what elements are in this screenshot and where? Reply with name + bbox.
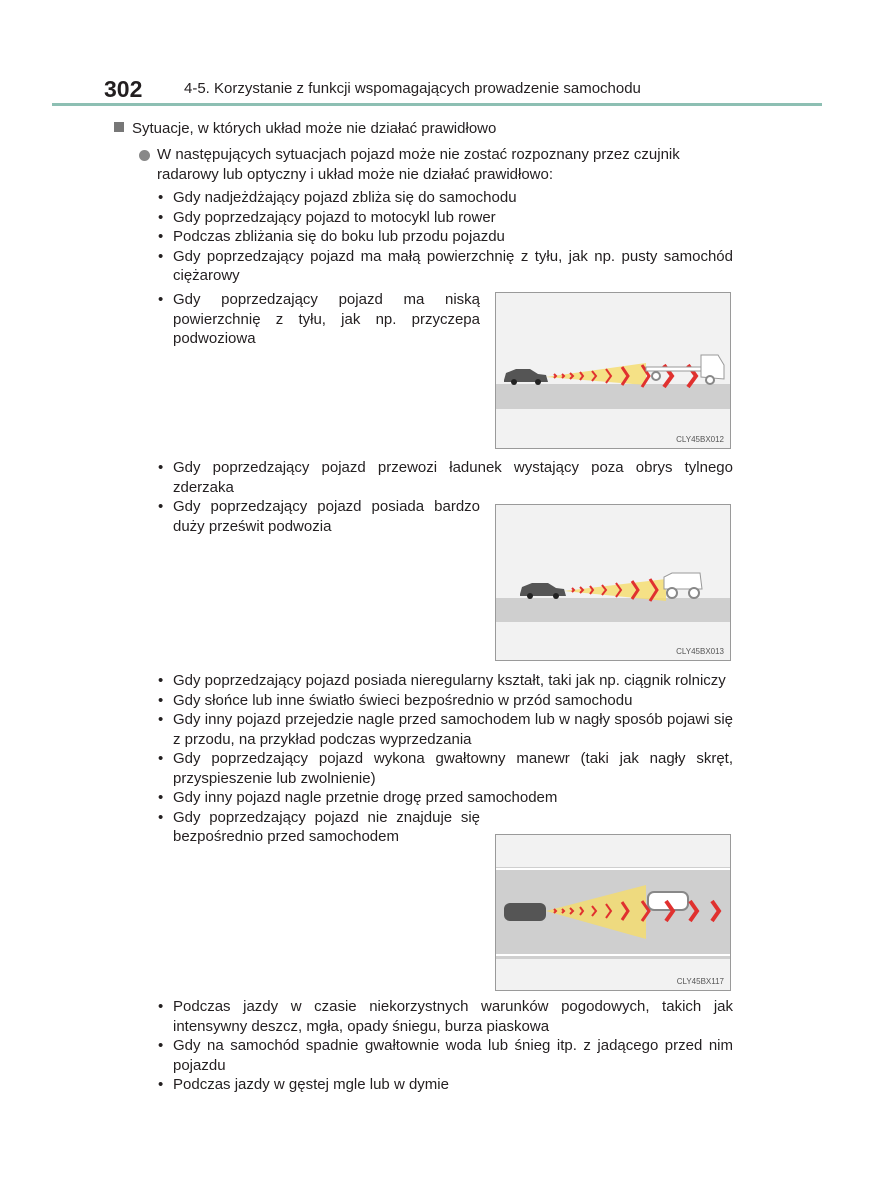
intro-text: W następujących sytuacjach pojazd może nie zostać rozpoznany przez czujnik radarowy lub optyczny i układ może nie działać prawidłowo:	[157, 146, 680, 183]
list-item: • Gdy poprzedzający pojazd wykona gwałtowny manewr (taki jak nagły skręt, przyspieszenie lub zwolnienie)	[158, 749, 733, 788]
list-item: • Podczas jazdy w czasie niekorzystnych warunków pogodowych, takich jak intensywny deszcz, mgła, opady śniegu, burza piaskowa	[158, 997, 733, 1036]
figure-code: CLY45BX013	[676, 647, 724, 656]
list-item: • Gdy nadjeżdżający pojazd zbliża się do samochodu	[158, 188, 733, 208]
intro-paragraph	[157, 145, 732, 184]
section-title: Sytuacje, w których układ może nie działać prawidłowo	[132, 120, 497, 137]
section-heading	[114, 120, 496, 137]
page-number: 302	[104, 76, 143, 102]
bullet-list-1	[158, 188, 733, 286]
page-header	[104, 76, 822, 106]
list-item: • Gdy poprzedzający pojazd przewozi ładunek wystający poza obrys tylnego zderzaka	[158, 458, 733, 497]
figure-code: CLY45BX012	[676, 435, 724, 444]
list-item: • Gdy poprzedzający pojazd posiada bardzo duży prześwit podwozia	[158, 497, 480, 536]
list-item: • Gdy na samochód spadnie gwałtownie woda lub śnieg itp. z jadącego przed nim pojazdu	[158, 1036, 733, 1075]
list-item: • Gdy poprzedzający pojazd ma niską powierzchnię z tyłu, jak np. przyczepa podwoziowa	[158, 290, 480, 349]
circle-bullet-icon	[139, 150, 150, 161]
header-rule	[52, 103, 822, 106]
list-item: • Gdy inny pojazd nagle przetnie drogę przed samochodem	[158, 788, 733, 808]
figure-offset-vehicle	[495, 834, 731, 991]
bullet-list-4	[158, 671, 733, 847]
list-item: • Gdy poprzedzający pojazd to motocykl lub rower	[158, 208, 733, 228]
list-item: • Gdy poprzedzający pojazd ma małą powierzchnię z tyłu, jak np. pusty samochód ciężarowy	[158, 247, 733, 286]
figure-trailer	[495, 292, 731, 449]
list-item: • Podczas jazdy w gęstej mgle lub w dymie	[158, 1075, 733, 1095]
list-item: • Podczas zbliżania się do boku lub przodu pojazdu	[158, 227, 733, 247]
list-item: • Gdy poprzedzający pojazd nie znajduje się bezpośrednio przed samochodem	[158, 808, 480, 847]
chapter-title: 4-5. Korzystanie z funkcji wspomagających prowadzenie samochodu	[184, 80, 641, 97]
list-item: • Gdy poprzedzający pojazd posiada nieregularny kształt, taki jak np. ciągnik rolniczy	[158, 671, 733, 691]
list-item: • Gdy inny pojazd przejedzie nagle przed samochodem lub w nagły sposób pojawi się z przodu, na przykład podczas wyprzedzania	[158, 710, 733, 749]
bullet-list-2	[158, 290, 480, 349]
square-bullet-icon	[114, 122, 124, 132]
bullet-list-5	[158, 997, 733, 1095]
list-item: • Gdy słońce lub inne światło świeci bezpośrednio w przód samochodu	[158, 691, 733, 711]
figure-code: CLY45BX117	[676, 977, 724, 986]
figure-high-clearance	[495, 504, 731, 661]
